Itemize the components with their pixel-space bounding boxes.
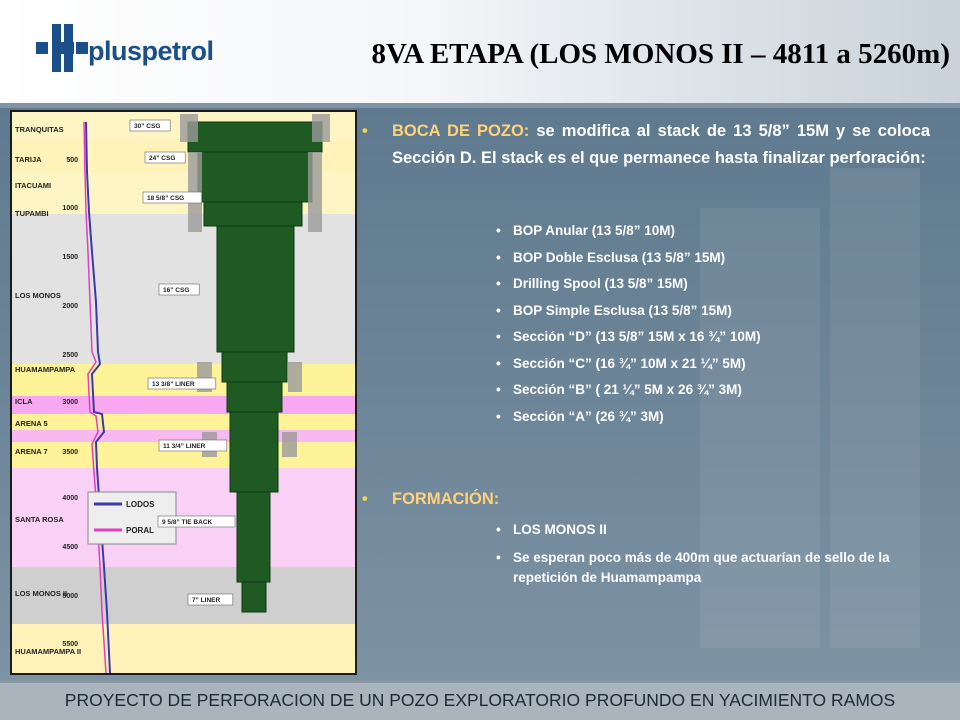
list-item xyxy=(362,517,930,544)
list-item-text: BOP Anular (13 5/8” 10M) xyxy=(513,223,676,238)
depth-label: 1000 xyxy=(62,205,78,212)
casing-label: 16” CSG xyxy=(163,287,190,294)
depth-label: 2500 xyxy=(62,352,78,359)
legend-poral-label: PORAL xyxy=(126,526,154,535)
list-item-text: Sección “D” (13 5/8” 15M x 16 ¾” 10M) xyxy=(513,329,761,344)
casing-segment xyxy=(242,582,266,612)
formation-label: TARIJA xyxy=(15,155,42,164)
formation-label: ARENA 7 xyxy=(15,447,48,456)
bullet-icon: • xyxy=(496,549,501,565)
casing-label: 9 5/8” TIE BACK xyxy=(162,519,213,526)
list-item-text: Sección “A” (26 ¾” 3M) xyxy=(513,408,664,424)
list-item-text: BOP Simple Esclusa (13 5/8” 15M) xyxy=(513,302,732,318)
list-item xyxy=(362,271,930,298)
bullet-icon: • xyxy=(496,223,501,238)
list-item xyxy=(362,548,930,588)
list-item xyxy=(362,298,930,325)
wellhead-list xyxy=(362,218,930,430)
list-item-text: Sección “C” (16 ¾” 10M x 21 ¼” 5M) xyxy=(513,355,746,371)
depth-label: 4000 xyxy=(62,495,78,502)
casing-segment xyxy=(230,412,278,492)
depth-label: 500 xyxy=(66,157,78,164)
depth-label: 4500 xyxy=(62,544,78,551)
footer-text: PROYECTO DE PERFORACION DE UN POZO EXPLORATORIO PROFUNDO EN YACIMIENTO RAMOS xyxy=(64,690,896,710)
depth-label: 2000 xyxy=(62,303,78,310)
casing-segment xyxy=(188,122,322,152)
formation-band xyxy=(12,414,355,430)
pluspetrol-logo-icon xyxy=(34,18,94,80)
formation-label: ICLA xyxy=(15,397,33,406)
bullet-icon: • xyxy=(496,355,501,371)
list-item-text: Drilling Spool (13 5/8” 15M) xyxy=(513,276,688,291)
wellhead-text: se modifica al stack de 13 5/8” 15M y se coloca Sección D. El stack es el que permanece hasta finalizar perforación: xyxy=(392,122,930,167)
pluspetrol-logo xyxy=(34,18,224,80)
formation-label: SANTA ROSA xyxy=(15,515,64,524)
formation-label: LOS MONOS xyxy=(15,291,61,300)
bullet-panel xyxy=(362,118,930,588)
casing-label: 11 3/4” LINER xyxy=(163,443,206,450)
casing-label: 18 5/8” CSG xyxy=(147,195,185,202)
casing-segment xyxy=(227,382,282,412)
list-item-text: BOP Doble Esclusa (13 5/8” 15M) xyxy=(513,249,726,265)
cement-annulus xyxy=(308,152,322,232)
list-item xyxy=(362,245,930,272)
casing-segment xyxy=(217,226,294,352)
list-item xyxy=(362,377,930,404)
bullet-icon: • xyxy=(496,329,501,344)
bullet-icon: • xyxy=(362,490,368,508)
casing-segment xyxy=(198,152,312,202)
casing-segment xyxy=(222,352,287,382)
bullet-icon: • xyxy=(362,122,368,140)
depth-label: 3000 xyxy=(62,399,78,406)
formation-label: TUPAMBI xyxy=(15,209,49,218)
depth-label: 3500 xyxy=(62,449,78,456)
formation-label: TRANQUITAS xyxy=(15,125,64,134)
formation-label: ITACUAMI xyxy=(15,181,52,190)
depth-label: 5500 xyxy=(62,641,78,648)
formation-label: ARENA 5 xyxy=(15,419,48,428)
bullet-icon: • xyxy=(496,382,501,397)
list-item xyxy=(362,404,930,431)
cement-annulus xyxy=(312,114,330,142)
formation-label: FORMACIÓN: xyxy=(392,490,500,508)
cement-annulus xyxy=(180,114,198,142)
casing-label: 7” LINER xyxy=(192,597,221,604)
well-schematic-svg xyxy=(12,112,355,673)
bullet-icon: • xyxy=(496,408,501,424)
depth-label: 5000 xyxy=(62,593,78,600)
wellhead-paragraph xyxy=(362,118,930,172)
list-item-text: Se esperan poco más de 400m que actuarían de sello de la repetición de Huamampampa xyxy=(513,549,890,585)
footer-divider xyxy=(0,680,960,683)
list-item-text: Sección “B” ( 21 ¼” 5M x 26 ¾” 3M) xyxy=(513,382,742,397)
legend-lodos-label: LODOS xyxy=(126,500,155,509)
casing-label: 24” CSG xyxy=(149,155,176,162)
casing-segment xyxy=(237,492,270,582)
formation-label: HUAMAMPAMPA xyxy=(15,365,76,374)
brand-name: pluspetrol xyxy=(88,36,214,66)
list-item xyxy=(362,218,930,245)
wellhead-label: BOCA DE POZO: xyxy=(392,122,530,140)
slide-title: 8VA ETAPA (LOS MONOS II – 4811 a 5260m) xyxy=(371,38,950,70)
formation-heading xyxy=(362,486,930,513)
casing-segment xyxy=(204,202,302,226)
well-schematic xyxy=(10,110,357,675)
casing-label: 13 3/8” LINER xyxy=(152,381,195,388)
formation-label: HUAMAMPAMPA II xyxy=(15,647,82,656)
list-item-text: LOS MONOS II xyxy=(513,522,607,537)
casing-label: 30” CSG xyxy=(134,123,161,130)
cement-annulus xyxy=(288,362,302,392)
formation-label: LOS MONOS II xyxy=(15,589,68,598)
bullet-icon: • xyxy=(496,302,501,318)
cement-annulus xyxy=(282,432,297,457)
depth-label: 1500 xyxy=(62,254,78,261)
list-item xyxy=(362,324,930,351)
bullet-icon: • xyxy=(496,249,501,265)
bullet-icon: • xyxy=(496,522,501,537)
bullet-icon: • xyxy=(496,276,501,291)
list-item xyxy=(362,351,930,378)
